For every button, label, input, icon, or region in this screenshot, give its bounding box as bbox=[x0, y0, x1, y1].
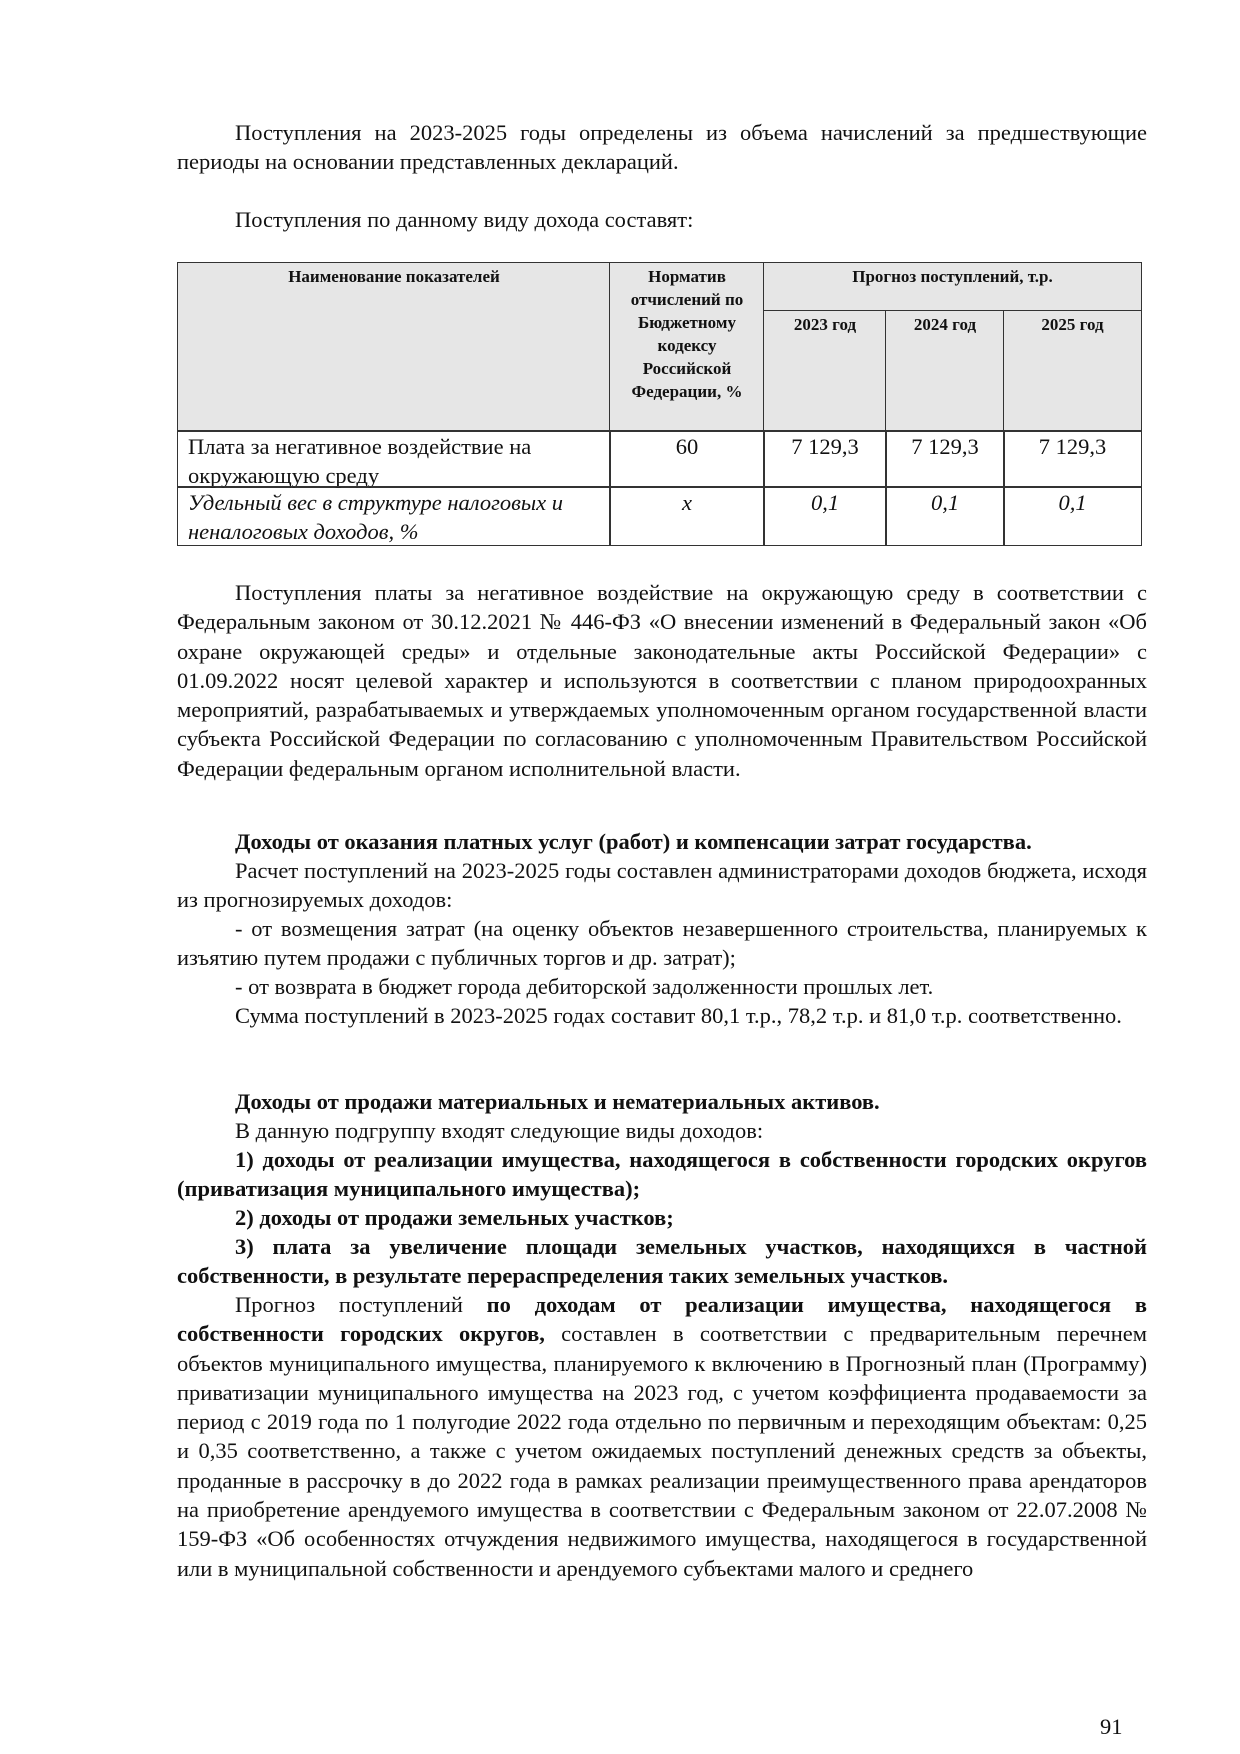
table-row-share-2024-cell bbox=[885, 486, 1005, 546]
table-row-fee-2024-cell bbox=[885, 430, 1005, 488]
header-year-2024: 2024 год bbox=[913, 315, 977, 334]
row-fee-norm: 60 bbox=[675, 434, 699, 459]
services-sum-paragraph: Сумма поступлений в 2023-2025 годах составит 80,1 т.р., 78,2 т.р. и 81,0 т.р. соответственно. bbox=[235, 1003, 1122, 1028]
services-bullet-receivables: - от возврата в бюджет города дебиторской задолженности прошлых лет. bbox=[235, 974, 934, 999]
intro-lead-paragraph: Поступления по данному виду дохода составят: bbox=[235, 207, 694, 232]
table-row-share-2025-cell bbox=[1003, 486, 1142, 546]
assets-item-2: 2) доходы от продажи земельных участков; bbox=[235, 1205, 674, 1230]
table-row-share-2023-cell bbox=[763, 486, 887, 546]
row-share-2024: 0,1 bbox=[930, 490, 960, 515]
header-forecast-label: Прогноз поступлений, т.р. bbox=[852, 267, 1053, 286]
table-row-fee-name-cell bbox=[177, 430, 611, 488]
row-fee-2023: 7 129,3 bbox=[791, 434, 859, 459]
services-heading: Доходы от оказания платных услуг (работ) и компенсации затрат государства. bbox=[235, 829, 1032, 854]
table-row-fee-2025-cell bbox=[1003, 430, 1142, 488]
forecast-rest-text: составлен в соответствии с предварительным перечнем объектов муниципального имущества, планируемого к включению в Прогнозный план (Программу) приватизации муниципального имущества на 2023 год, с учетом коэффициента продаваемости за период с 2019 года по 1 полугодие 2022 года отдельно по первичным и переходящим объектам: 0,25 и 0,35 соответственно, а также с учетом ожидаемых поступлений денежных средств за объекты, проданные в рассрочку в до 2022 года в рамках реализации преимущественного права арендаторов на приобретение арендуемого имущества в соответствии с Федеральным законом от 22.07.2008 № 159-ФЗ «Об особенностях отчуждения недвижимого имущества, находящегося в государственной или в муниципальной собственности и арендуемого субъектами малого и среднего bbox=[177, 1321, 1147, 1581]
row-share-norm: х bbox=[682, 490, 692, 515]
header-cell-forecast bbox=[763, 262, 1142, 312]
assets-intro: В данную подгруппу входят следующие виды доходов: bbox=[235, 1118, 764, 1143]
table-row-fee-2023-cell bbox=[763, 430, 887, 488]
assets-heading: Доходы от продажи материальных и нематериальных активов. bbox=[235, 1089, 880, 1114]
row-fee-name: Плата за негативное воздействие на окружающую среду bbox=[188, 434, 532, 488]
header-norm-label: Норматив отчислений по Бюджетному кодексу Российской Федерации, % bbox=[630, 267, 744, 401]
services-bullet-cost-recovery: - от возмещения затрат (на оценку объектов незавершенного строительства, планируемых к изъятию путем продажи с публичных торгов и др. затрат); bbox=[177, 916, 1147, 971]
row-fee-2024: 7 129,3 bbox=[911, 434, 979, 459]
intro-paragraph: Поступления на 2023-2025 годы определены из объема начислений за предшествующие периоды на основании представленных деклараций. bbox=[177, 120, 1147, 175]
header-indicators-label: Наименование показателей bbox=[288, 267, 500, 286]
environmental-fee-paragraph: Поступления платы за негативное воздействие на окружающую среду в соответствии с Федеральным законом от 30.12.2021 № 446-ФЗ «О внесении изменений в Федеральный закон «Об охране окружающей среды» и отдельные законодательные акты Российской Федерации» с 01.09.2022 носят целевой характер и используются в соответствии с планом природоохранных мероприятий, разрабатываемых и утверждаемых уполномоченным органом государственной власти субъекта Российской Федерации по согласованию с уполномоченным Правительством Российской Федерации федеральным органом исполнительной власти. bbox=[177, 580, 1147, 781]
forecast-lead-text: Прогноз поступлений bbox=[235, 1292, 487, 1317]
table-row-fee-norm-cell bbox=[609, 430, 765, 488]
row-share-name: Удельный вес в структуре налоговых и неналоговых доходов, % bbox=[188, 490, 563, 544]
header-cell-2024 bbox=[885, 310, 1005, 432]
header-year-2023: 2023 год bbox=[793, 315, 857, 334]
header-cell-indicators bbox=[177, 262, 611, 432]
header-cell-2023 bbox=[763, 310, 887, 432]
header-cell-norm bbox=[609, 262, 765, 432]
forecast-bold-text: по доходам от реализации имущества, находящегося в собственности городских округов, bbox=[177, 1292, 1147, 1347]
services-calculation-paragraph: Расчет поступлений на 2023-2025 годы составлен администраторами доходов бюджета, исходя из прогнозируемых доходов: bbox=[177, 858, 1147, 913]
privatization-forecast-paragraph bbox=[177, 1290, 1147, 1583]
row-fee-2025: 7 129,3 bbox=[1038, 434, 1107, 459]
row-share-2025: 0,1 bbox=[1058, 490, 1087, 515]
header-cell-2025 bbox=[1003, 310, 1142, 432]
page-number: 91 bbox=[1100, 1714, 1123, 1739]
assets-item-1: 1) доходы от реализации имущества, находящегося в собственности городских округов (приватизация муниципального имущества); bbox=[177, 1147, 1147, 1202]
revenue-forecast-table bbox=[177, 262, 1142, 546]
table-row-share-norm-cell bbox=[609, 486, 765, 546]
table-row-share-name-cell bbox=[177, 486, 611, 546]
row-share-2023: 0,1 bbox=[810, 490, 840, 515]
header-year-2025: 2025 год bbox=[1041, 315, 1104, 334]
assets-item-3: 3) плата за увеличение площади земельных участков, находящихся в частной собственности, в результате перераспределения таких земельных участков. bbox=[177, 1234, 1147, 1289]
